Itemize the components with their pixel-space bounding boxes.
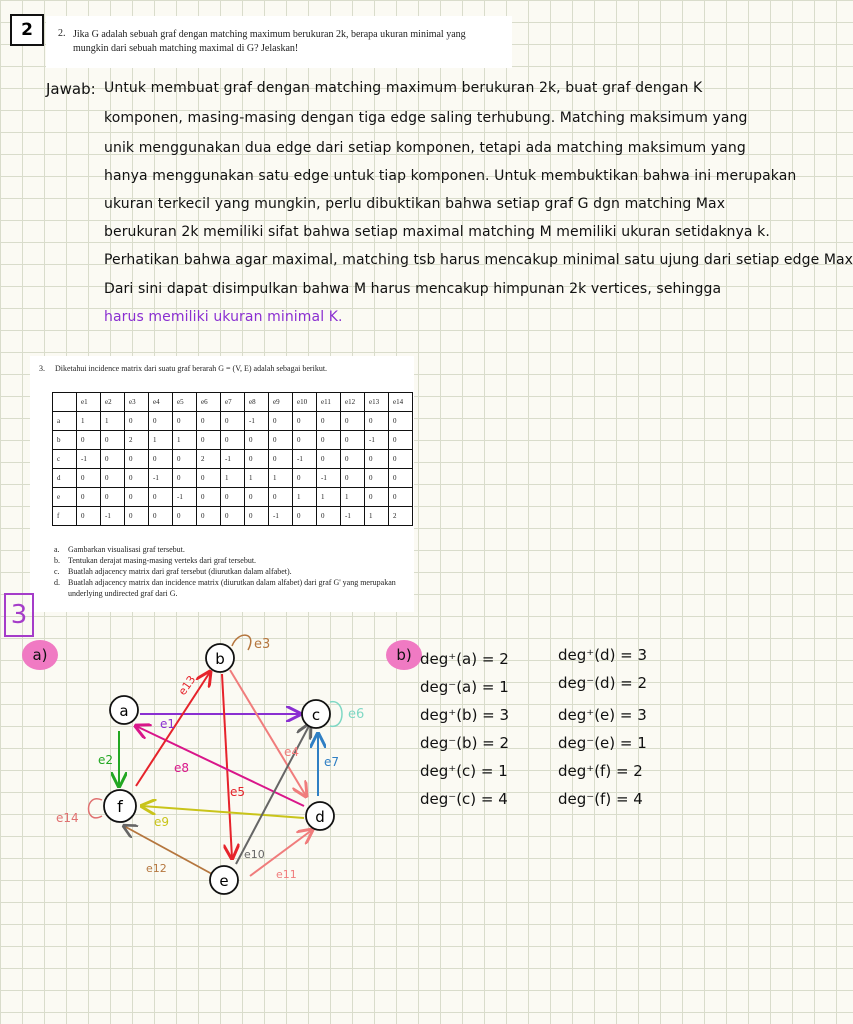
incidence-matrix (52, 392, 413, 526)
answer-line: Untuk membuat graf dengan matching maximum berukuran 2k, buat graf dengan K (104, 80, 703, 96)
degree-value: deg⁺(f) = 2 (558, 762, 643, 780)
degree-value: deg⁺(b) = 3 (420, 706, 510, 724)
matrix-cell: 0 (293, 431, 317, 450)
edge-e14 (89, 799, 103, 818)
matrix-cell: -1 (149, 469, 173, 488)
matrix-col-header: e5 (173, 393, 197, 412)
answer-label: Jawab: (46, 80, 96, 98)
edge-label: e3 (254, 637, 271, 652)
matrix-cell: 0 (341, 469, 365, 488)
vertex-d (306, 802, 334, 830)
matrix-row (53, 431, 413, 450)
task-item: d. Buatlah adjacency matrix dan incidence matrix (diurutkan dalam alfabet) dari graf G' yang merupakan underlying undirected graf dari G. (54, 578, 396, 598)
matrix-cell: 0 (365, 469, 389, 488)
matrix-row (53, 412, 413, 431)
degree-value: deg⁻(b) = 2 (420, 734, 510, 752)
matrix-col-header: e8 (245, 393, 269, 412)
svg-text:f: f (117, 797, 123, 816)
matrix-cell: 0 (341, 412, 365, 431)
answer-line: berukuran 2k memiliki sifat bahwa setiap maximal matching M memiliki ukuran setidaknya k. (104, 224, 770, 240)
matrix-cell: 1 (221, 469, 245, 488)
matrix-col-header: e2 (101, 393, 125, 412)
matrix-col-header: e13 (365, 393, 389, 412)
matrix-cell: -1 (341, 507, 365, 526)
degree-value: deg⁺(c) = 1 (420, 762, 508, 780)
matrix-cell: -1 (293, 450, 317, 469)
matrix-cell: 0 (125, 488, 149, 507)
edge-label: e12 (146, 862, 167, 875)
matrix-col-header: e11 (317, 393, 341, 412)
graph-drawing (0, 620, 390, 910)
edge-label: e10 (244, 848, 265, 861)
matrix-cell: 1 (101, 412, 125, 431)
matrix-cell: 1 (317, 488, 341, 507)
matrix-cell: 1 (269, 469, 293, 488)
matrix-cell: 0 (269, 412, 293, 431)
matrix-cell: 0 (101, 431, 125, 450)
edge-e6 (330, 702, 342, 727)
matrix-cell: 0 (365, 488, 389, 507)
matrix-cell: 0 (245, 507, 269, 526)
matrix-col-header: e12 (341, 393, 365, 412)
question-3-card (30, 356, 414, 612)
matrix-cell: 0 (125, 412, 149, 431)
matrix-cell: -1 (101, 507, 125, 526)
matrix-col-header: e4 (149, 393, 173, 412)
matrix-cell: 0 (269, 431, 293, 450)
matrix-col-header: e9 (269, 393, 293, 412)
matrix-cell: 0 (197, 507, 221, 526)
matrix-cell: 0 (389, 450, 413, 469)
matrix-cell: 0 (317, 431, 341, 450)
matrix-row-header: a (53, 412, 77, 431)
matrix-cell: 0 (389, 488, 413, 507)
matrix-cell: 0 (125, 450, 149, 469)
degree-value: deg⁻(e) = 1 (558, 734, 647, 752)
matrix-cell: -1 (365, 431, 389, 450)
matrix-cell: 0 (269, 488, 293, 507)
question-2-card (46, 16, 512, 68)
matrix-cell: 0 (173, 507, 197, 526)
matrix-cell: 2 (125, 431, 149, 450)
matrix-cell: 0 (317, 507, 341, 526)
degree-value: deg⁻(f) = 4 (558, 790, 643, 808)
edge-label: e11 (276, 868, 297, 881)
vertex-b (206, 644, 234, 672)
matrix-cell: 0 (125, 507, 149, 526)
matrix-cell: 0 (221, 488, 245, 507)
edge-e3 (232, 635, 251, 650)
question-2-box: 2 (10, 14, 44, 46)
matrix-cell: -1 (77, 450, 101, 469)
vertex-c (302, 700, 330, 728)
matrix-cell: 0 (245, 431, 269, 450)
matrix-col-header: e14 (389, 393, 413, 412)
edge-e12 (124, 826, 212, 874)
answer-line: Dari sini dapat disimpulkan bahwa M harus mencakup himpunan 2k vertices, sehingga (104, 281, 722, 297)
matrix-row-header: c (53, 450, 77, 469)
matrix-cell: 0 (149, 507, 173, 526)
task-list (54, 544, 410, 599)
edge-label: e6 (348, 707, 365, 722)
question-3-number: 3. (39, 364, 45, 373)
vertex-a (110, 696, 138, 724)
matrix-cell: 0 (365, 412, 389, 431)
matrix-cell: 0 (173, 412, 197, 431)
matrix-row-header: b (53, 431, 77, 450)
svg-text:c: c (311, 706, 321, 724)
matrix-cell: 0 (365, 450, 389, 469)
matrix-cell: 0 (389, 469, 413, 488)
matrix-cell: 1 (173, 431, 197, 450)
edge-e8 (136, 726, 304, 806)
matrix-cell: 0 (221, 412, 245, 431)
edge-label: e2 (98, 753, 114, 767)
matrix-col-header: e10 (293, 393, 317, 412)
matrix-cell: 0 (101, 469, 125, 488)
matrix-cell: 0 (149, 488, 173, 507)
matrix-corner (53, 393, 77, 412)
matrix-row (53, 450, 413, 469)
question-2-number: 2. (58, 28, 66, 39)
answer-line: ukuran terkecil yang mungkin, perlu dibuktikan bahwa setiap graf G dgn matching Max (104, 196, 726, 212)
matrix-cell: 1 (77, 412, 101, 431)
svg-text:b: b (215, 650, 225, 668)
matrix-cell: 0 (125, 469, 149, 488)
degree-value: deg⁻(d) = 2 (558, 674, 648, 692)
matrix-cell: 0 (77, 431, 101, 450)
answer-line: unik menggunakan dua edge dari setiap komponen, tetapi ada matching maksimum yang (104, 140, 746, 156)
edge-label: e5 (230, 785, 246, 799)
matrix-cell: 0 (293, 412, 317, 431)
svg-text:d: d (315, 808, 325, 826)
matrix-cell: 0 (173, 469, 197, 488)
matrix-cell: 0 (101, 488, 125, 507)
matrix-col-header: e7 (221, 393, 245, 412)
svg-text:a: a (119, 702, 129, 720)
matrix-cell: 2 (389, 507, 413, 526)
matrix-cell: 0 (389, 431, 413, 450)
degree-value: deg⁺(e) = 3 (558, 706, 647, 724)
edge-label: e4 (284, 745, 300, 759)
degree-value: deg⁻(c) = 4 (420, 790, 508, 808)
vertex-e (210, 866, 238, 894)
matrix-cell: 0 (269, 450, 293, 469)
matrix-cell: -1 (173, 488, 197, 507)
matrix-row (53, 507, 413, 526)
matrix-cell: 0 (197, 469, 221, 488)
edge-label: e7 (324, 755, 340, 769)
part-a-label: a) (22, 640, 58, 670)
edge-label: e14 (56, 811, 79, 825)
matrix-cell: 0 (197, 488, 221, 507)
matrix-cell: 1 (149, 431, 173, 450)
matrix-cell: 0 (317, 412, 341, 431)
matrix-cell: 0 (221, 507, 245, 526)
degree-value: deg⁺(d) = 3 (558, 646, 648, 664)
matrix-cell: 0 (101, 450, 125, 469)
edge-label: e13 (175, 673, 199, 698)
matrix-cell: 0 (173, 450, 197, 469)
matrix-cell: 0 (389, 412, 413, 431)
degree-value: deg⁺(a) = 2 (420, 650, 509, 668)
edge-e5 (222, 674, 232, 858)
question-3-text: Diketahui incidence matrix dari suatu graf berarah G = (V, E) adalah sebagai berikut. (55, 364, 328, 373)
matrix-row (53, 469, 413, 488)
question-2-text: Jika G adalah sebuah graf dengan matching maximum berukuran 2k, berapa ukuran minimal yang mungkin dari sebuah matching maximal di G? Jelaskan! (73, 29, 466, 54)
task-item: a. Gambarkan visualisasi graf tersebut. (54, 545, 185, 554)
matrix-col-header: e3 (125, 393, 149, 412)
matrix-cell: 1 (365, 507, 389, 526)
edge-label: e8 (174, 761, 190, 775)
task-item: c. Buatlah adjacency matrix dari graf tersebut (diurutkan dalam alfabet). (54, 567, 292, 576)
matrix-cell: 0 (77, 488, 101, 507)
matrix-cell: 0 (317, 450, 341, 469)
matrix-cell: 0 (341, 431, 365, 450)
matrix-row (53, 488, 413, 507)
matrix-cell: 0 (149, 412, 173, 431)
matrix-cell: 0 (197, 431, 221, 450)
edge-label: e1 (160, 717, 176, 731)
matrix-cell: 1 (293, 488, 317, 507)
matrix-row-header: d (53, 469, 77, 488)
matrix-col-header: e1 (77, 393, 101, 412)
matrix-cell: 0 (341, 450, 365, 469)
matrix-cell: 0 (77, 507, 101, 526)
matrix-col-header: e6 (197, 393, 221, 412)
matrix-row-header: e (53, 488, 77, 507)
matrix-cell: 0 (149, 450, 173, 469)
matrix-row-header: f (53, 507, 77, 526)
matrix-cell: -1 (269, 507, 293, 526)
matrix-cell: 0 (245, 450, 269, 469)
matrix-cell: 1 (245, 469, 269, 488)
matrix-cell: 0 (77, 469, 101, 488)
matrix-cell: 0 (245, 488, 269, 507)
part-b-label: b) (386, 640, 422, 670)
degree-value: deg⁻(a) = 1 (420, 678, 509, 696)
matrix-cell: 0 (293, 469, 317, 488)
task-item: b. Tentukan derajat masing-masing verteks dari graf tersebut. (54, 556, 257, 565)
matrix-cell: 0 (197, 412, 221, 431)
answer-conclusion: harus memiliki ukuran minimal K. (104, 309, 343, 325)
matrix-cell: -1 (245, 412, 269, 431)
answer-line: komponen, masing-masing dengan tiga edge saling terhubung. Matching maksimum yang (104, 110, 748, 126)
section-3-box: 3 (4, 593, 34, 637)
matrix-cell: -1 (221, 450, 245, 469)
svg-text:e: e (219, 872, 229, 890)
matrix-cell: 0 (293, 507, 317, 526)
matrix-cell: 0 (221, 431, 245, 450)
answer-line: hanya menggunakan satu edge untuk tiap komponen. Untuk membuktikan bahwa ini merupakan (104, 168, 797, 184)
matrix-cell: -1 (317, 469, 341, 488)
edge-label: e9 (154, 815, 170, 829)
matrix-cell: 1 (341, 488, 365, 507)
vertex-f (104, 790, 136, 822)
matrix-cell: 2 (197, 450, 221, 469)
answer-line: Perhatikan bahwa agar maximal, matching tsb harus mencakup minimal satu ujung dari setiap edge Max (104, 252, 853, 268)
